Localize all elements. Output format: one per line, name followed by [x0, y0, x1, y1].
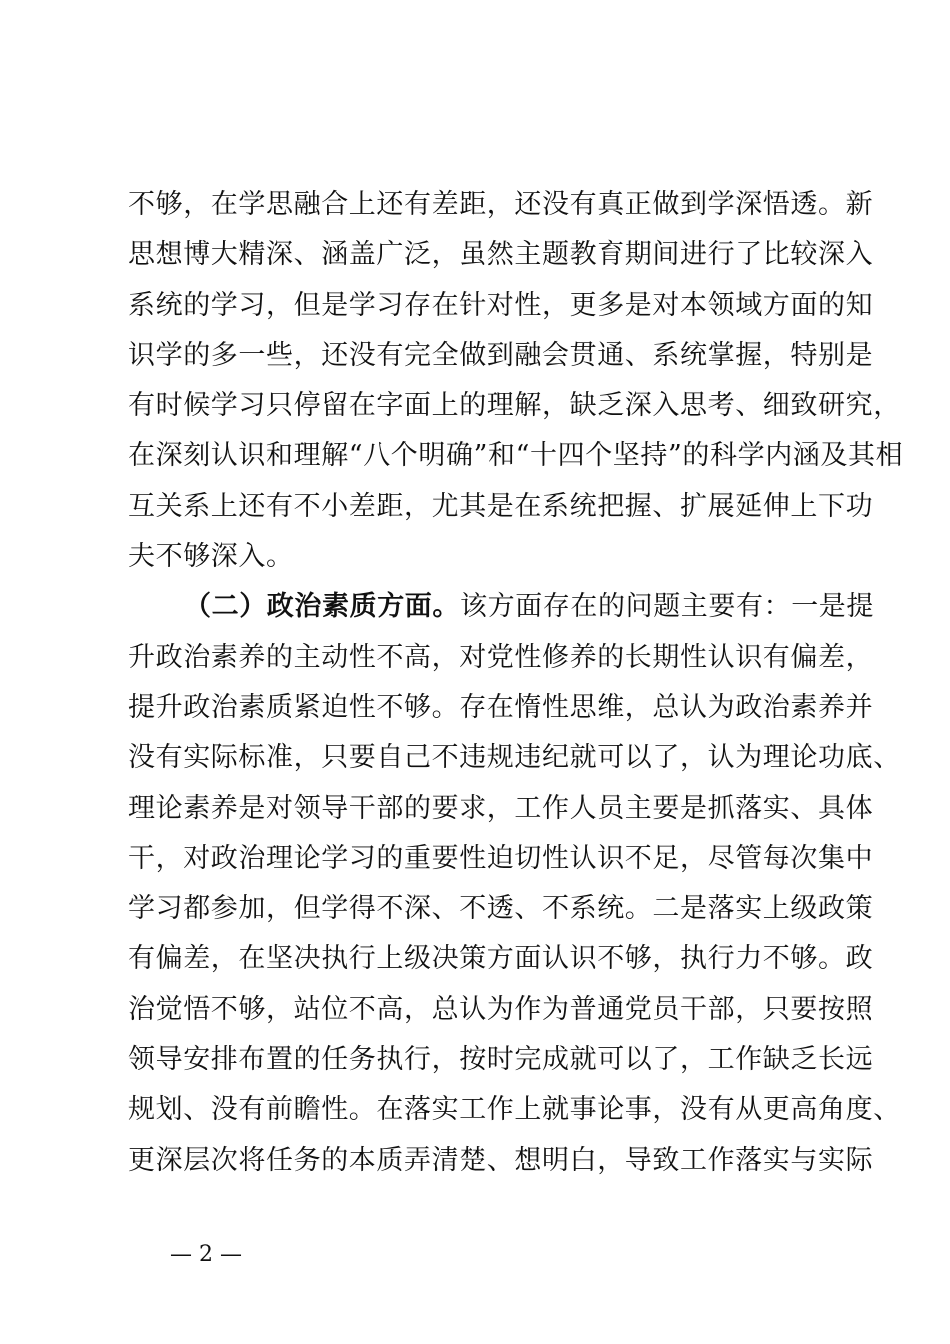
paragraph-1 — [128, 180, 904, 582]
paragraph-line: 规划、没有前瞻性。在落实工作上就事论事，没有从更高角度、 — [128, 1094, 901, 1126]
paragraph-line: 提升政治素质紧迫性不够。存在惰性思维，总认为政治素养并 — [128, 691, 874, 723]
paragraph-line: 更深层次将任务的本质弄清楚、想明白，导致工作落实与实际 — [128, 1144, 874, 1176]
paragraph-line: 系统的学习，但是学习存在针对性，更多是对本领域方面的知 — [128, 289, 874, 321]
paragraph-line: 有偏差，在坚决执行上级决策方面认识不够，执行力不够。政 — [128, 943, 874, 975]
paragraph-line: 升政治素养的主动性不高，对党性修养的长期性认识有偏差， — [128, 641, 874, 673]
paragraph-first-line — [128, 582, 874, 632]
paragraph-line: 夫不够深入。 — [128, 541, 294, 573]
paragraph-line: 领导安排布置的任务执行，按时完成就可以了，工作缺乏长远 — [128, 1044, 874, 1076]
paragraph-line: 有时候学习只停留在字面上的理解，缺乏深入思考、细致研究， — [128, 390, 901, 422]
paragraph-line: 学习都参加，但学得不深、不透、不系统。二是落实上级政策 — [128, 893, 874, 925]
paragraph-line: 不够，在学思融合上还有差距，还没有真正做到学深悟透。新 — [128, 189, 874, 220]
paragraph-line: 互关系上还有不小差距，尤其是在系统把握、扩展延伸上下功 — [128, 490, 874, 522]
page-number: — 2 — — [170, 1242, 242, 1267]
paragraph-line: 理论素养是对领导干部的要求，工作人员主要是抓落实、具体 — [128, 792, 874, 824]
paragraph-line: 没有实际标准，只要自己不违规违纪就可以了，认为理论功底、 — [128, 742, 901, 774]
body-text — [128, 180, 904, 1186]
paragraph-2 — [128, 582, 901, 1186]
paragraph-line: 干，对政治理论学习的重要性迫切性认识不足，尽管每次集中 — [128, 842, 874, 874]
paragraph-line: 治觉悟不够，站位不高，总认为作为普通党员干部，只要按照 — [128, 993, 874, 1025]
section-heading: （二）政治素质方面。 — [184, 591, 460, 623]
paragraph-line: 在深刻认识和理解“八个明确”和“十四个坚持”的科学内涵及其相 — [128, 440, 904, 472]
paragraph-line: 识学的多一些，还没有完全做到融会贯通、系统掌握，特别是 — [128, 339, 874, 371]
paragraph-line-rest: 该方面存在的问题主要有：一是提 — [460, 591, 874, 623]
paragraph-line: 思想博大精深、涵盖广泛，虽然主题教育期间进行了比较深入 — [128, 239, 874, 271]
